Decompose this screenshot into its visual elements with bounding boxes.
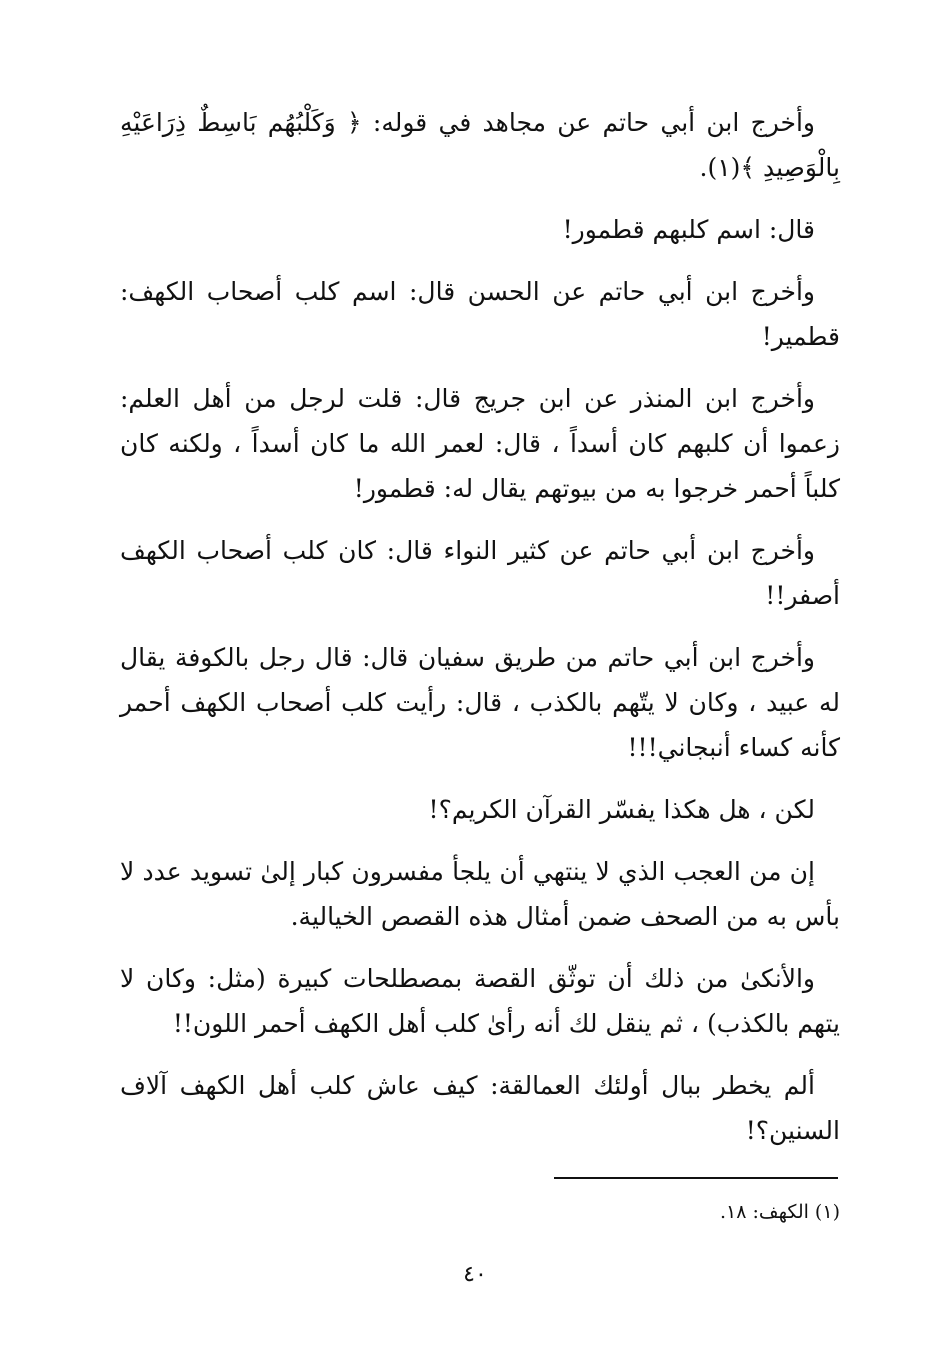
footnote-divider bbox=[554, 1177, 838, 1179]
paragraph-wonder: إن من العجب الذي لا ينتهي أن يلجأ مفسرون كبار إلىٰ تسويد عدد لا بأس به من الصحف ضمن أمثال هذه القصص الخيالية. bbox=[120, 857, 840, 931]
paragraph-worse: والأنكىٰ من ذلك أن توثّق القصة بمصطلحات كبيرة (مثل: وكان لا يتهم بالكذب) ، ثم ينقل لك أنه رأىٰ كلب أهل الكهف أحمر اللون!! bbox=[120, 964, 840, 1038]
page-number: ٤٠ bbox=[463, 1262, 487, 1287]
footnote: (١) الكهف: ١٨. bbox=[720, 1201, 840, 1223]
paragraph-question: لكن ، هل هكذا يفسّر القرآن الكريم؟! bbox=[428, 795, 815, 824]
page-body bbox=[120, 100, 840, 1170]
paragraph-qitmur: قال: اسم كلبهم قطمور! bbox=[562, 215, 815, 244]
paragraph-closing-question: ألم يخطر ببال أولئك العمالقة: كيف عاش كلب أهل الكهف آلاف السنين؟! bbox=[120, 1071, 840, 1145]
paragraph-kathir: وأخرج ابن أبي حاتم عن كثير النواء قال: كان كلب أصحاب الكهف أصفر!! bbox=[120, 536, 840, 610]
paragraph-ibn-jurayj: وأخرج ابن المنذر عن ابن جريج قال: قلت لرجل من أهل العلم: زعموا أن كلبهم كان أسداً ، قال: لعمر الله ما كان أسداً ، ولكنه كان كلباً أحمر خرجوا به من بيوتهم يقال له: قطمور! bbox=[120, 384, 840, 503]
paragraph-mujahid: وأخرج ابن أبي حاتم عن مجاهد في قوله: ﴿ وَكَلْبُهُم بَاسِطٌ ذِرَاعَيْهِ بِالْوَصِيدِ ﴾(١). bbox=[120, 108, 840, 182]
paragraph-sufyan: وأخرج ابن أبي حاتم من طريق سفيان قال: قال رجل بالكوفة يقال له عبيد ، وكان لا يتّهم بالكذب ، قال: رأيت كلب أصحاب الكهف أحمر كأنه كساء أنبجاني!!! bbox=[120, 643, 840, 762]
paragraph-hasan: وأخرج ابن أبي حاتم عن الحسن قال: اسم كلب أصحاب الكهف: قطمير! bbox=[120, 277, 840, 351]
